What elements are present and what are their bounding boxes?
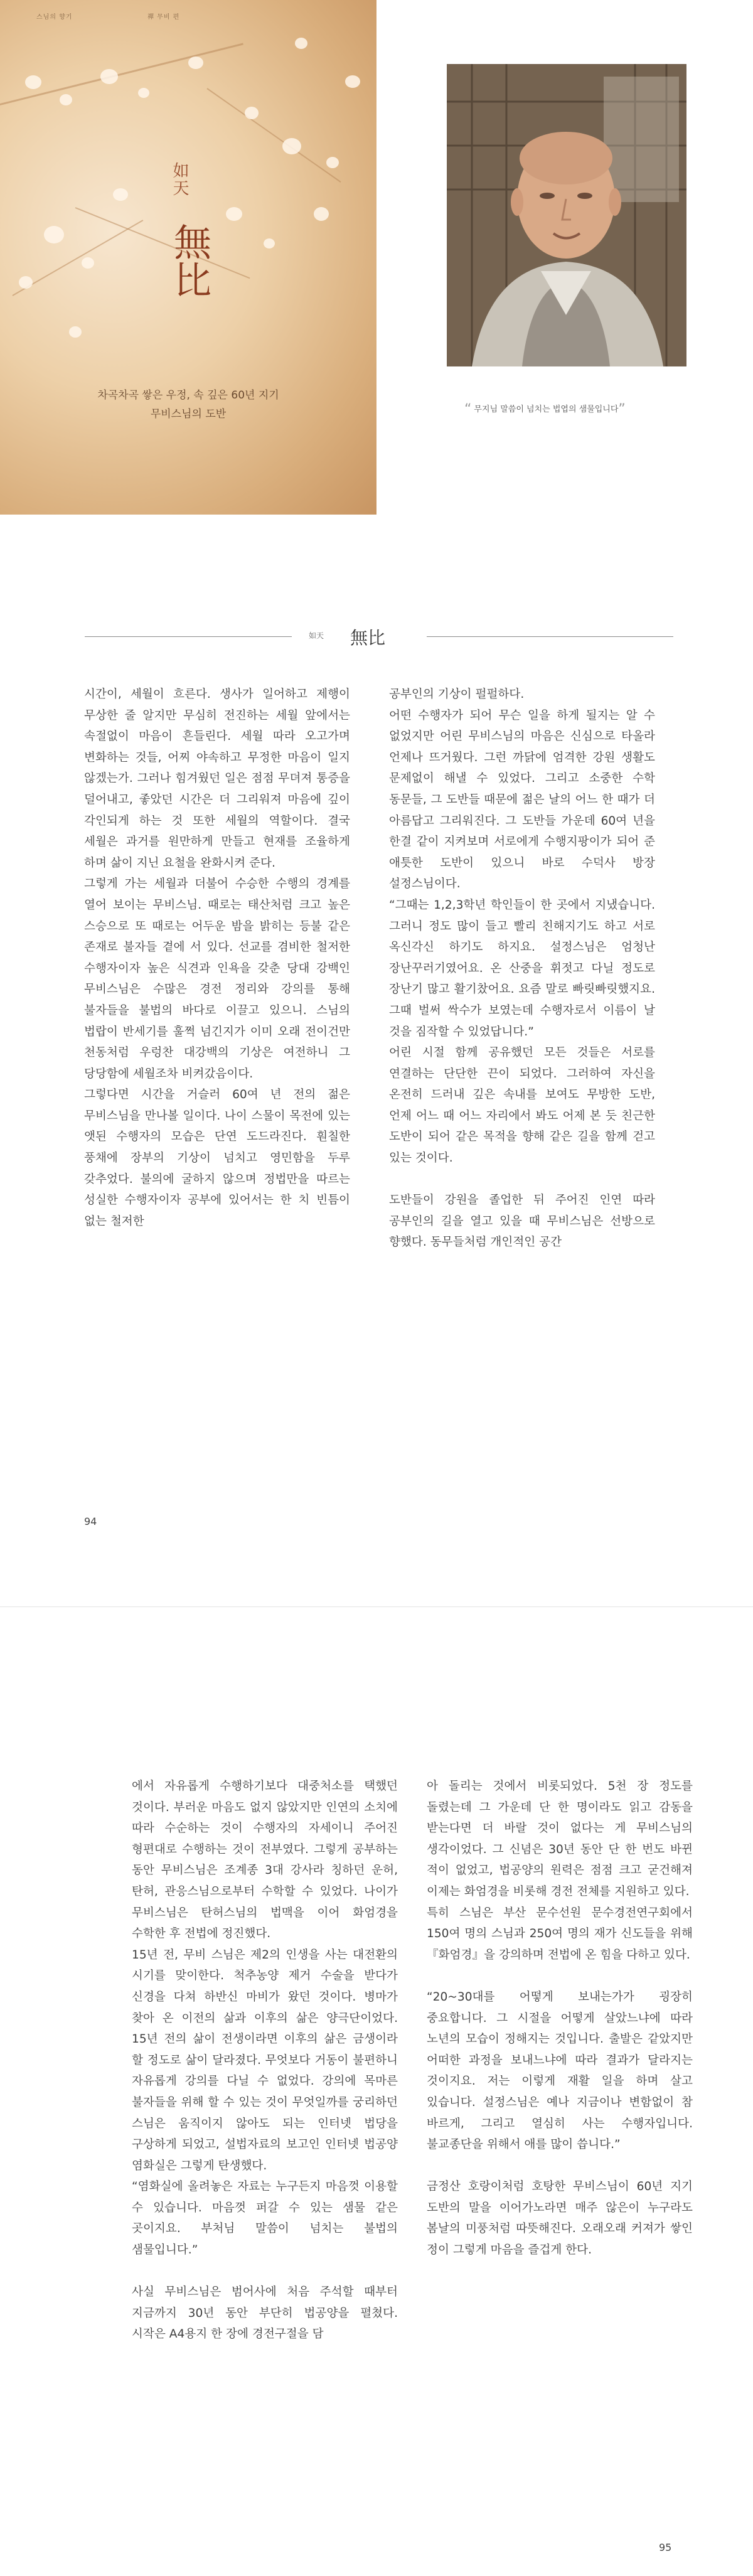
paragraph: 공부인의 기상이 펄펄하다. [389, 688, 525, 701]
body-column-2 [389, 684, 655, 1253]
section-header-small: 如天 [309, 631, 324, 640]
blossom-decoration [60, 94, 72, 105]
portrait-photo [447, 64, 686, 366]
quote-mark-icon: “ [464, 402, 472, 417]
branch-decoration [206, 88, 341, 183]
header-rule-right [427, 636, 673, 637]
blossom-decoration [282, 138, 301, 154]
blossom-decoration [138, 88, 149, 98]
portrait-illustration [447, 64, 686, 366]
body-column-3 [132, 1776, 398, 2345]
page-number-left: 94 [84, 1515, 97, 1527]
quote-paragraph: “20~30대를 어떻게 보내는가가 굉장히 중요합니다. 그 시절을 어떻게 살았느냐에 따라 노년의 모습이 정해지는 것입니다. 출발은 같았지만 어떠한 과정을 보내느냐에 따라 결과가 달라지는 것이지요. 저는 이렇게 재활 일을 하며 살고 있습니다. 설정스님은 예나 지금이나 변함없이 참 바르게, 그리고 열심히 사는 수행자입니다. 불교종단을 위해서 애를 많이 씁니다.” [427, 1990, 693, 2152]
blossom-decoration [82, 257, 94, 269]
photo-caption [464, 402, 690, 417]
blossom-decoration [69, 326, 82, 338]
blossom-decoration [113, 188, 128, 201]
blossom-decoration [326, 157, 339, 168]
paragraph: 15년 전, 무비 스님은 제2의 인생을 사는 대전환의 시기를 맞이한다. 척추농양 제거 수술을 받다가 신경을 다쳐 하반신 마비가 왔던 것이다. 병마가 찾아 온 이전의 삶과 이후의 삶은 양극단이었다. 15년 전의 삶이 전생이라면 이후의 삶은 금생이라 할 정도로 삶이 달라졌다. 무엇보다 거동이 불편하니 자유롭게 강의를 다닐 수 없었다. 강의에 목마른 불자들을 위해 할 수 있는 것이 무엇일까를 궁리하던 스님은 움직이지 않아도 되는 인터넷 법당을 구상하게 되었고, 설법자료의 보고인 인터넷 법공양 염화실은 그렇게 탄생했다. [132, 1948, 398, 2172]
section-header-title: 無比 [350, 628, 386, 648]
blossom-decoration [226, 207, 242, 221]
quote-paragraph: “염화실에 올려놓은 자료는 누구든지 마음껏 이용할 수 있습니다. 마음껏 퍼갈 수 있는 샘물 같은 곳이지요. 부처님 말씀이 넘치는 불법의 샘물입니다.” [132, 2180, 398, 2257]
page-number-right: 95 [659, 2541, 672, 2553]
paragraph: 어떤 수행자가 되어 무슨 일을 하게 될지는 알 수 없었지만 어린 무비스님의 마음은 신심으로 타올라 언제나 뜨거웠다. 그런 까닭에 엄격한 강원 생활도 문제없이 해낼 수 있었다. 그리고 소중한 수학 동문들, 그 도반들 때문에 젊은 날의 어느 한 때가 더 아름답고 그리워진다. 그 도반들 가운데 60여 년을 한결 같이 지켜보며 서로에게 수행지팡이가 되어 준 애틋한 도반이 있으니 바로 수덕사 방장 설정스님이다. [389, 708, 655, 891]
cover-subtitle: 차곡차곡 쌓은 우정, 속 깊은 60년 지기 [97, 389, 279, 402]
cover-section-label: 스님의 향기 [36, 14, 73, 21]
paragraph: 그렇다면 시간을 거슬러 60여 년 전의 젊은 무비스님을 만나볼 일이다. 나이 스물이 목전에 있는 앳된 수행자의 모습은 단연 도드라진다. 훤칠한 풍채에 장부의 기상이 넘치고 영민함을 두루 갖추었다. 불의에 굴하지 않으며 정법만을 따르는 성실한 수행자이자 공부에 있어서는 한 치 빈틈이 없는 철저한 [84, 1088, 350, 1228]
paragraph: 특히 스님은 부산 문수선원 문수경전연구회에서 150여 명의 스님과 250여 명의 재가 신도들을 위해 『화엄경』을 강의하며 전법에 온 힘을 다하고 있다. [427, 1906, 693, 1962]
blossom-decoration [295, 38, 307, 49]
blossom-decoration [188, 56, 203, 69]
blossom-decoration [245, 107, 259, 119]
paragraph: 에서 자유롭게 수행하기보다 대중처소를 택했던 것이다. 부러운 마음도 없지 않았지만 인연의 소치에 따라 수순하는 것이 수행자의 자세이니 주어진 형편대로 수행하는 것이 전부였다. 그렇게 공부하는 동안 무비스님은 조계종 3대 강사라 칭하던 운허, 탄허, 관응스님으로부터 수학할 수 있었다. 나이가 무비스님은 탄허스님의 법맥을 이어 화엄경을 수학한 후 전법에 정진했다. [132, 1780, 398, 1941]
body-column-4 [427, 1776, 693, 2261]
photo-caption-text: 무지님 말씀이 넘치는 법엽의 샘물입니다 [474, 405, 619, 414]
blossom-decoration [25, 75, 41, 89]
cover-issue-label: 禪 무비 편 [147, 14, 180, 21]
blossom-decoration [19, 276, 33, 289]
paragraph: 사실 무비스님은 범어사에 처음 주석할 때부터 지금까지 30년 동안 부단히 법공양을 펼쳤다. 시작은 A4용지 한 장에 경전구절을 담 [132, 2285, 398, 2341]
blossom-decoration [44, 226, 64, 243]
cover-title: 無比 [168, 223, 211, 298]
quote-mark-icon: ” [618, 402, 626, 417]
paragraph: 시간이, 세월이 흐른다. 생사가 일어하고 제행이 무상한 줄 알지만 무심히 전진하는 세월 앞에서는 속절없이 마음이 흔들린다. 세월 따라 오고가며 변화하는 것들, 어찌 야속하고 무정한 마음이 일지 않겠는가. 그러나 힘겨웠던 일은 점점 무뎌져 통증을 덜어내고, 좋았던 시간은 더 그리워져 마음에 깊이 각인되게 하는 것 또한 세월의 역할이다. 결국 세월은 과거를 원만하게 만들고 현재를 조율하게 하며 삶이 지닌 요철을 완화시켜 준다. [84, 688, 350, 870]
paragraph: 어린 시절 함께 공유했던 모든 것들은 서로를 연결하는 단단한 끈이 되었다. 그러하여 자신을 온전히 드러내 깊은 속내를 보여도 무방한 도반, 언제 어느 때 어느 자리에서 봐도 어제 본 듯 친근한 도반이 되어 같은 목적을 향해 같은 길을 함께 걷고 있는 것이다. [389, 1046, 655, 1165]
blossom-decoration [100, 69, 118, 84]
paragraph: 그렇게 가는 세월과 더불어 수승한 수행의 경계를 열어 보이는 무비스님. 때로는 태산처럼 크고 높은 스승으로 또 때로는 어두운 밤을 밝히는 등불 같은 존재로 불자들 곁에 서 있다. 선교를 겸비한 철저한 수행자이자 높은 식견과 인욕을 갖춘 당대 강백인 무비스님은 수많은 경전 정리와 강의를 통해 불자들을 불법의 바다로 이끌고 있으니. 스님의 법랍이 반세기를 훌쩍 넘긴지가 이미 오래 전이건만 천동처럼 우렁찬 대강백의 기상은 여전하니 그 당당함에 세월조차 비켜갔음이다. [84, 877, 350, 1081]
header-rule-left [85, 636, 292, 637]
paragraph: 아 돌리는 것에서 비롯되었다. 5천 장 정도를 돌렸는데 그 가운데 단 한 명이라도 읽고 감동을 받는다면 더 바랄 것이 없다는 게 무비스님의 생각이었다. 그 신념은 30년 동안 단 한 번도 바뀐 적이 없었고, 법공양의 원력은 점점 크고 굳건해져 이제는 화엄경을 비롯해 경전 전체를 지원하고 있다. [427, 1780, 693, 1898]
paragraph: 금정산 호랑이처럼 호탕한 무비스님이 60년 지기 도반의 말을 이어가노라면 매주 않은이 누구라도 봄날의 미풍처럼 따뜻해진다. 오래오래 커져가 쌓인 정이 그렇게 마음을 즐겁게 한다. [427, 2180, 693, 2257]
blossom-decoration [314, 207, 329, 221]
paragraph: 도반들이 강원을 졸업한 뒤 주어진 인연 따라 공부인의 길을 열고 있을 때 무비스님은 선방으로 향했다. 동무들처럼 개인적인 공간 [389, 1194, 655, 1249]
body-column-1 [84, 684, 350, 1232]
blossom-decoration [264, 238, 275, 249]
cover-hanja-small: 如天 [170, 162, 189, 197]
blossom-decoration [345, 75, 360, 88]
quote-paragraph: “그때는 1,2,3학년 학인들이 한 곳에서 지냈습니다. 그러니 정도 많이 들고 빨리 친해지기도 하고 서로 옥신각신 하기도 하지요. 설정스님은 엄청난 장난꾸러기였어요. 온 산중을 휘젓고 다닐 정도로 장난기 많고 활기찼어요. 요즘 말로 빠릿빠릿했지요. 그때 벌써 싹수가 보였는데 수행자로서 이름이 날 것을 짐작할 수 있었답니다.” [389, 898, 655, 1039]
cover-subtitle-2: 무비스님의 도반 [150, 408, 227, 420]
page-divider [0, 1606, 753, 1607]
